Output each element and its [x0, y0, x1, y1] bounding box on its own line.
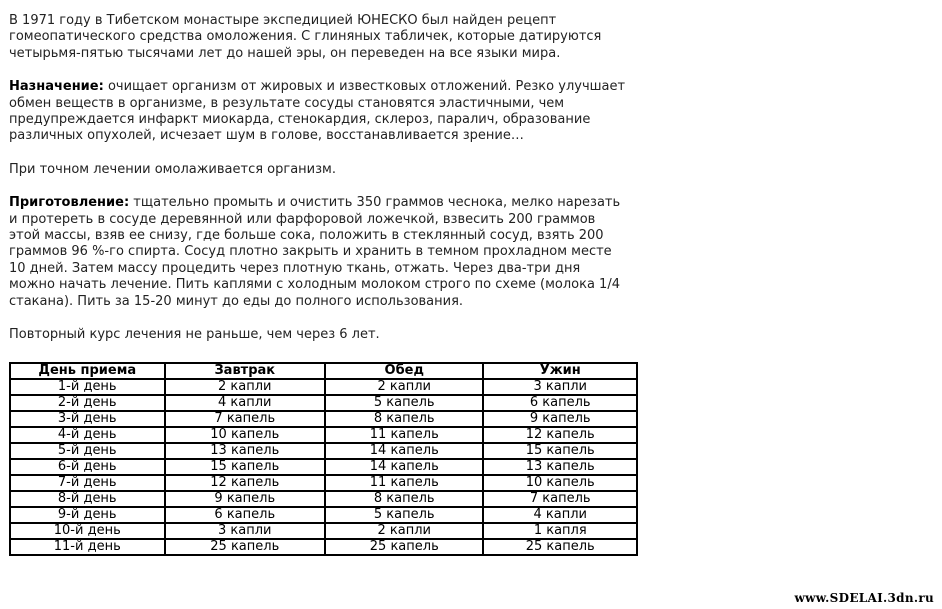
dosage-table — [9, 362, 638, 556]
cell-dinner: 3 капли — [483, 379, 637, 395]
repeat-course-paragraph: Повторный курс лечения не раньше, чем через 6 лет. — [9, 327, 380, 343]
cell-breakfast: 10 капель — [165, 427, 326, 443]
cell-breakfast: 13 капель — [165, 443, 326, 459]
preparation-label: Приготовление: — [9, 195, 130, 211]
cell-day: 1-й день — [10, 379, 165, 395]
cell-lunch: 5 капель — [325, 507, 483, 523]
cell-day: 7-й день — [10, 475, 165, 491]
cell-dinner: 13 капель — [483, 459, 637, 475]
cell-lunch: 14 капель — [325, 443, 483, 459]
purpose-label: Назначение: — [9, 79, 104, 95]
cell-lunch: 5 капель — [325, 395, 483, 411]
table-header-row — [10, 363, 637, 379]
cell-breakfast: 6 капель — [165, 507, 326, 523]
purpose-paragraph — [9, 79, 629, 145]
cell-dinner: 10 капель — [483, 475, 637, 491]
intro-paragraph: В 1971 году в Тибетском монастыре экспедицией ЮНЕСКО был найден рецепт гомеопатического средства омоложения. С глиняных табличек, которые датируются четырьмя-пятью тысячами лет до нашей эры, он переведен на все языки мира. — [9, 13, 602, 61]
table-row — [10, 539, 637, 555]
cell-day: 4-й день — [10, 427, 165, 443]
rejuvenation-paragraph: При точном лечении омолаживается организм. — [9, 161, 336, 177]
table-row — [10, 507, 637, 523]
cell-dinner: 4 капли — [483, 507, 637, 523]
cell-breakfast: 9 капель — [165, 491, 326, 507]
preparation-paragraph — [9, 195, 629, 310]
table-row — [10, 411, 637, 427]
cell-lunch: 8 капель — [325, 491, 483, 507]
purpose-text: очищает организм от жировых и известковых отложений. Резко улучшает обмен веществ в организме, в результате сосуды становятся эластичными, чем предупреждается инфаркт миокарда, стенокардия, склероз, паралич, образование различных опухолей, исчезает шум в голове, восстанавливается зрение… — [9, 79, 626, 144]
cell-day: 8-й день — [10, 491, 165, 507]
cell-dinner: 7 капель — [483, 491, 637, 507]
table-body — [10, 379, 637, 555]
cell-lunch: 11 капель — [325, 427, 483, 443]
cell-day: 3-й день — [10, 411, 165, 427]
cell-breakfast: 7 капель — [165, 411, 326, 427]
cell-lunch: 14 капель — [325, 459, 483, 475]
header-lunch: Обед — [325, 363, 483, 379]
header-dinner: Ужин — [483, 363, 637, 379]
cell-dinner: 12 капель — [483, 427, 637, 443]
header-day: День приема — [10, 363, 165, 379]
cell-dinner: 9 капель — [483, 411, 637, 427]
cell-lunch: 8 капель — [325, 411, 483, 427]
cell-dinner: 1 капля — [483, 523, 637, 539]
table-row — [10, 491, 637, 507]
cell-lunch: 25 капель — [325, 539, 483, 555]
table-row — [10, 395, 637, 411]
cell-lunch: 2 капли — [325, 523, 483, 539]
cell-day: 5-й день — [10, 443, 165, 459]
preparation-text: тщательно промыть и очистить 350 граммов чеснока, мелко нарезать и протереть в сосуде деревянной или фарфоровой ложечкой, взвесить 200 граммов этой массы, взяв ее снизу, где больше сока, положить в стеклянный сосуд, взять 200 граммов 96 %-го спирта. Сосуд плотно закрыть и хранить в темном прохладном месте 10 дней. Затем массу процедить через плотную ткань, отжать. Через два-три дня можно начать лечение. Пить каплями с холодным молоком строго по схеме (молока 1/4 стакана). Пить за 15-20 минут до еды до полного использования. — [9, 195, 621, 309]
cell-day: 11-й день — [10, 539, 165, 555]
cell-breakfast: 12 капель — [165, 475, 326, 491]
cell-breakfast: 2 капли — [165, 379, 326, 395]
table-row — [10, 427, 637, 443]
cell-breakfast: 15 капель — [165, 459, 326, 475]
cell-dinner: 15 капель — [483, 443, 637, 459]
header-breakfast: Завтрак — [165, 363, 326, 379]
table-row — [10, 379, 637, 395]
cell-dinner: 25 капель — [483, 539, 637, 555]
cell-day: 6-й день — [10, 459, 165, 475]
cell-day: 9-й день — [10, 507, 165, 523]
cell-lunch: 11 капель — [325, 475, 483, 491]
article — [9, 13, 629, 556]
cell-day: 2-й день — [10, 395, 165, 411]
table-row — [10, 443, 637, 459]
table-row — [10, 459, 637, 475]
cell-breakfast: 3 капли — [165, 523, 326, 539]
table-row — [10, 523, 637, 539]
table-row — [10, 475, 637, 491]
cell-breakfast: 4 капли — [165, 395, 326, 411]
cell-dinner: 6 капель — [483, 395, 637, 411]
site-watermark: www.SDELAI.3dn.ru — [794, 591, 934, 605]
cell-day: 10-й день — [10, 523, 165, 539]
cell-breakfast: 25 капель — [165, 539, 326, 555]
cell-lunch: 2 капли — [325, 379, 483, 395]
